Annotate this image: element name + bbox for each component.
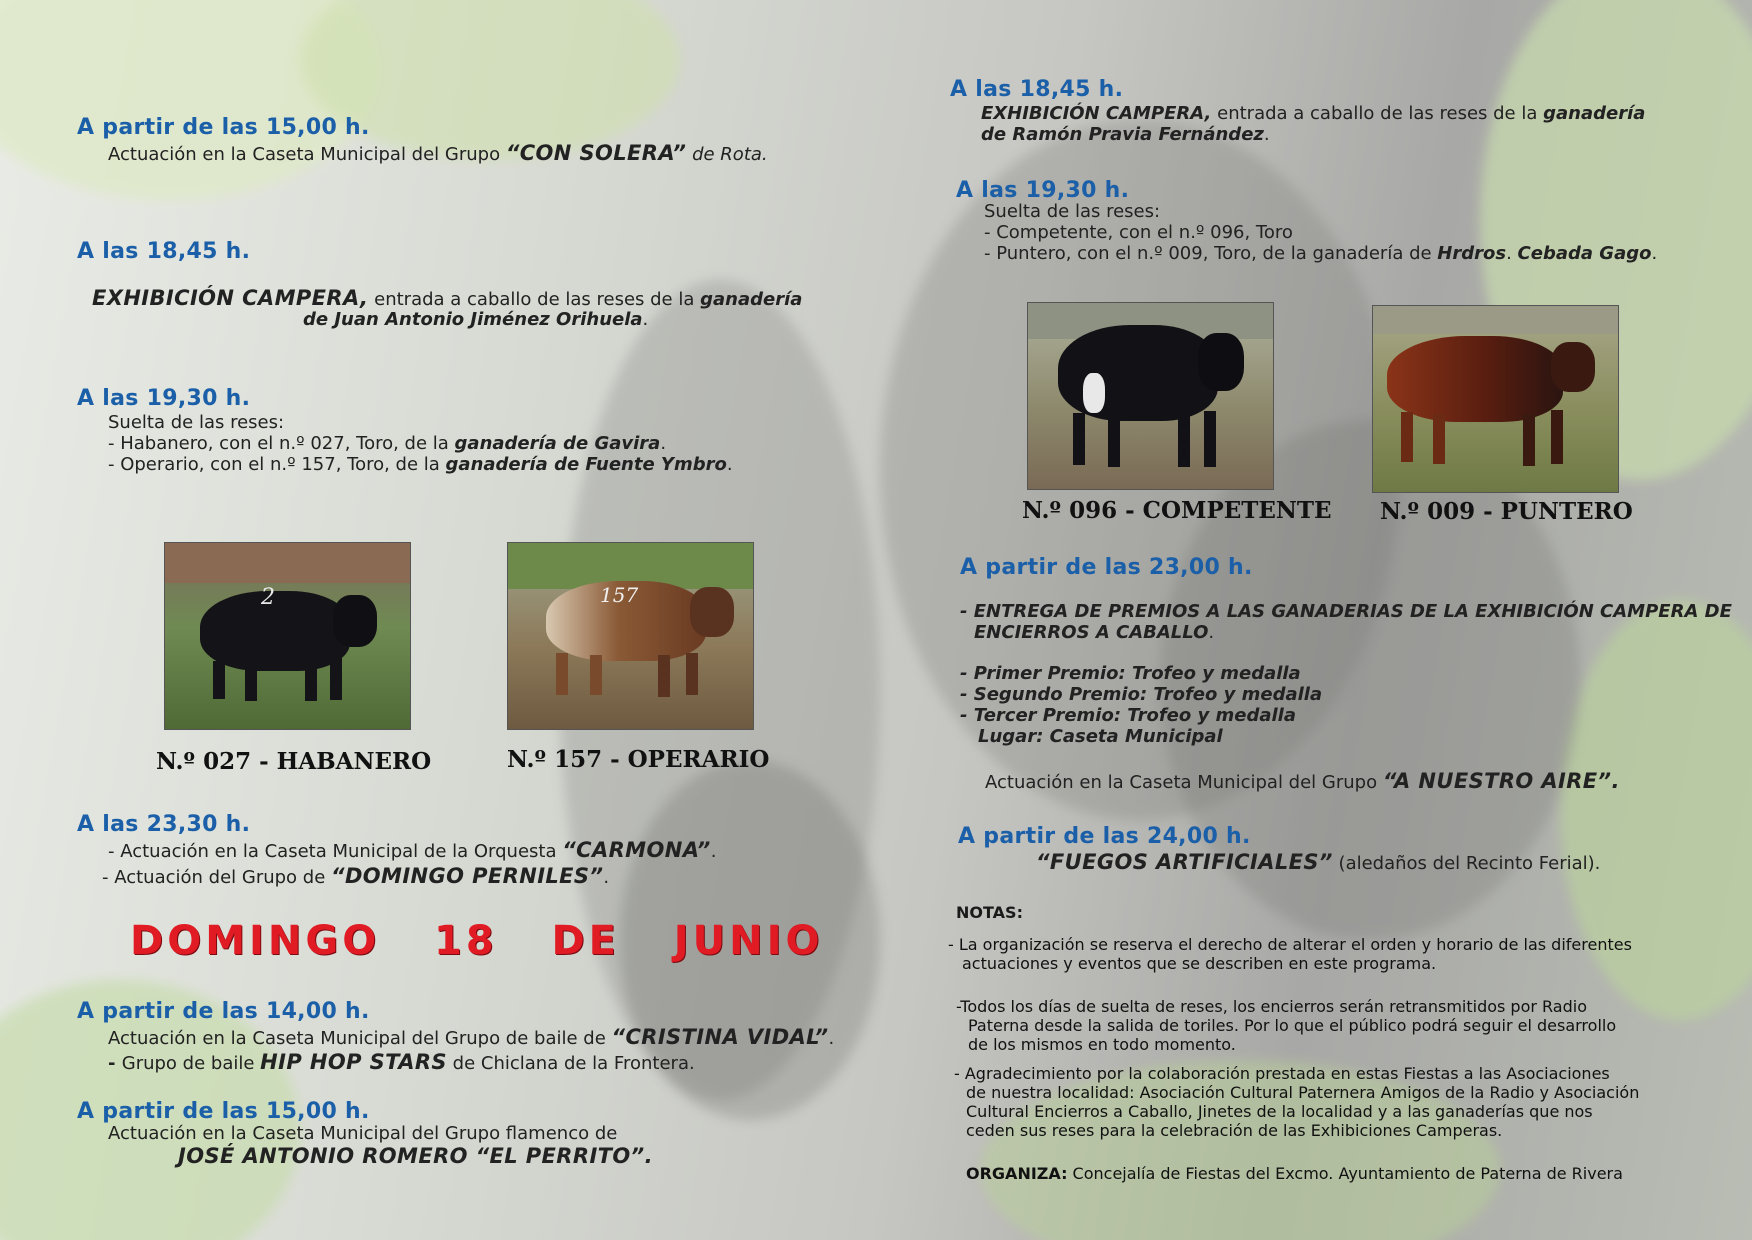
bull-release-line: - Competente, con el n.º 096, Toro <box>984 222 1293 243</box>
event-line: “FUEGOS ARTIFICIALES” (aledaños del Recinto Ferial). <box>1036 850 1601 874</box>
note-line: actuaciones y eventos que se describen en este programa. <box>962 954 1437 973</box>
bull-release-line: - Operario, con el n.º 157, Toro, de la ganadería de Fuente Ymbro. <box>108 454 733 475</box>
note-line: de los mismos en todo momento. <box>968 1035 1236 1054</box>
photo-caption: N.º 157 - OPERARIO <box>507 746 770 773</box>
bull-photo-puntero <box>1372 305 1619 493</box>
event-description: EXHIBICIÓN CAMPERA, entrada a caballo de las reses de la ganadería <box>981 103 1646 124</box>
note-line: de nuestra localidad: Asociación Cultural Paternera Amigos de la Radio y Asociación <box>966 1083 1640 1102</box>
event-description-line2: de Juan Antonio Jiménez Orihuela. <box>303 309 649 330</box>
event-line: - Actuación en la Caseta Municipal de la Orquesta “CARMONA”. <box>108 838 717 862</box>
event-time: A partir de las 15,00 h. <box>77 1099 370 1124</box>
bull-photo-habanero <box>164 542 411 730</box>
event-time: A las 19,30 h. <box>956 178 1130 203</box>
event-time: A partir de las 14,00 h. <box>77 999 370 1024</box>
prize-location: Lugar: Caseta Municipal <box>978 726 1223 747</box>
event-time: A partir de las 15,00 h. <box>77 115 370 140</box>
corral-fence <box>165 543 410 583</box>
note-line: Cultural Encierros a Caballo, Jinetes de la localidad y a las ganaderías que nos <box>966 1102 1593 1121</box>
day-heading: DOMINGO 18 DE JUNIO <box>130 918 824 964</box>
event-description: Actuación en la Caseta Municipal del Grupo “CON SOLERA” de Rota. <box>108 141 768 165</box>
bull-release-line: - Habanero, con el n.º 027, Toro, de la ganadería de Gavira. <box>108 433 667 454</box>
event-time: A partir de las 23,00 h. <box>960 555 1253 580</box>
event-time: A las 18,45 h. <box>950 77 1124 102</box>
prize-item: - Segundo Premio: Trofeo y medalla <box>960 684 1323 705</box>
photo-caption: N.º 096 - COMPETENTE <box>1022 497 1332 524</box>
bull-photo-competente <box>1027 302 1274 490</box>
group-name: “CON SOLERA” <box>505 141 687 165</box>
event-description: EXHIBICIÓN CAMPERA, entrada a caballo de las reses de la ganadería <box>92 286 803 310</box>
awards-line: ENCIERROS A CABALLO. <box>974 622 1215 643</box>
bull-figure <box>1058 325 1218 421</box>
event-time: A partir de las 24,00 h. <box>958 824 1251 849</box>
event-time: A las 19,30 h. <box>77 386 251 411</box>
bull-figure <box>1387 336 1563 422</box>
note-line: - Agradecimiento por la colaboración prestada en estas Fiestas a las Asociaciones <box>954 1064 1610 1083</box>
event-line: Actuación en la Caseta Municipal del Grupo de baile de “CRISTINA VIDAL”. <box>108 1025 835 1049</box>
photo-caption: N.º 009 - PUNTERO <box>1380 498 1633 525</box>
event-description-line2: de Ramón Pravia Fernández. <box>981 124 1270 145</box>
note-line: Paterna desde la salida de toriles. Por lo que el público podrá seguir el desarrollo <box>968 1016 1617 1035</box>
notes-heading: NOTAS: <box>956 903 1023 922</box>
event-time: A las 18,45 h. <box>77 239 251 264</box>
event-time: A las 23,30 h. <box>77 812 251 837</box>
bull-brand-number: 2 <box>261 585 275 610</box>
event-line: JOSÉ ANTONIO ROMERO “EL PERRITO”. <box>178 1144 653 1168</box>
bull-release-line: - Puntero, con el n.º 009, Toro, de la ganadería de Hrdros. Cebada Gago. <box>984 243 1658 264</box>
event-line: - Actuación del Grupo de “DOMINGO PERNILES”. <box>102 864 610 888</box>
organizer-line: ORGANIZA: Concejalía de Fiestas del Excmo. Ayuntamiento de Paterna de Rivera <box>966 1164 1623 1183</box>
note-line: - La organización se reserva el derecho de alterar el orden y horario de las diferentes <box>948 935 1632 954</box>
bull-brand-number: 157 <box>600 583 639 607</box>
event-intro: Suelta de las reses: <box>108 412 285 433</box>
awards-line: - ENTREGA DE PREMIOS A LAS GANADERIAS DE LA EXHIBICIÓN CAMPERA DE <box>960 601 1732 622</box>
bull-photo-operario <box>507 542 754 730</box>
note-line: -Todos los días de suelta de reses, los encierros serán retransmitidos por Radio <box>956 997 1587 1016</box>
note-line: ceden sus reses para la celebración de las Exhibiciones Camperas. <box>966 1121 1503 1140</box>
right-page <box>876 0 1752 1240</box>
prize-item: - Primer Premio: Trofeo y medalla <box>960 663 1301 684</box>
event-intro: Suelta de las reses: <box>984 201 1161 222</box>
photo-caption: N.º 027 - HABANERO <box>156 748 432 775</box>
event-line: Actuación en la Caseta Municipal del Grupo “A NUESTRO AIRE”. <box>985 769 1620 793</box>
bull-figure <box>200 591 350 671</box>
prize-item: - Tercer Premio: Trofeo y medalla <box>960 705 1296 726</box>
event-line: - Grupo de baile HIP HOP STARS de Chiclana de la Frontera. <box>108 1050 695 1074</box>
event-line: Actuación en la Caseta Municipal del Grupo flamenco de <box>108 1123 618 1144</box>
